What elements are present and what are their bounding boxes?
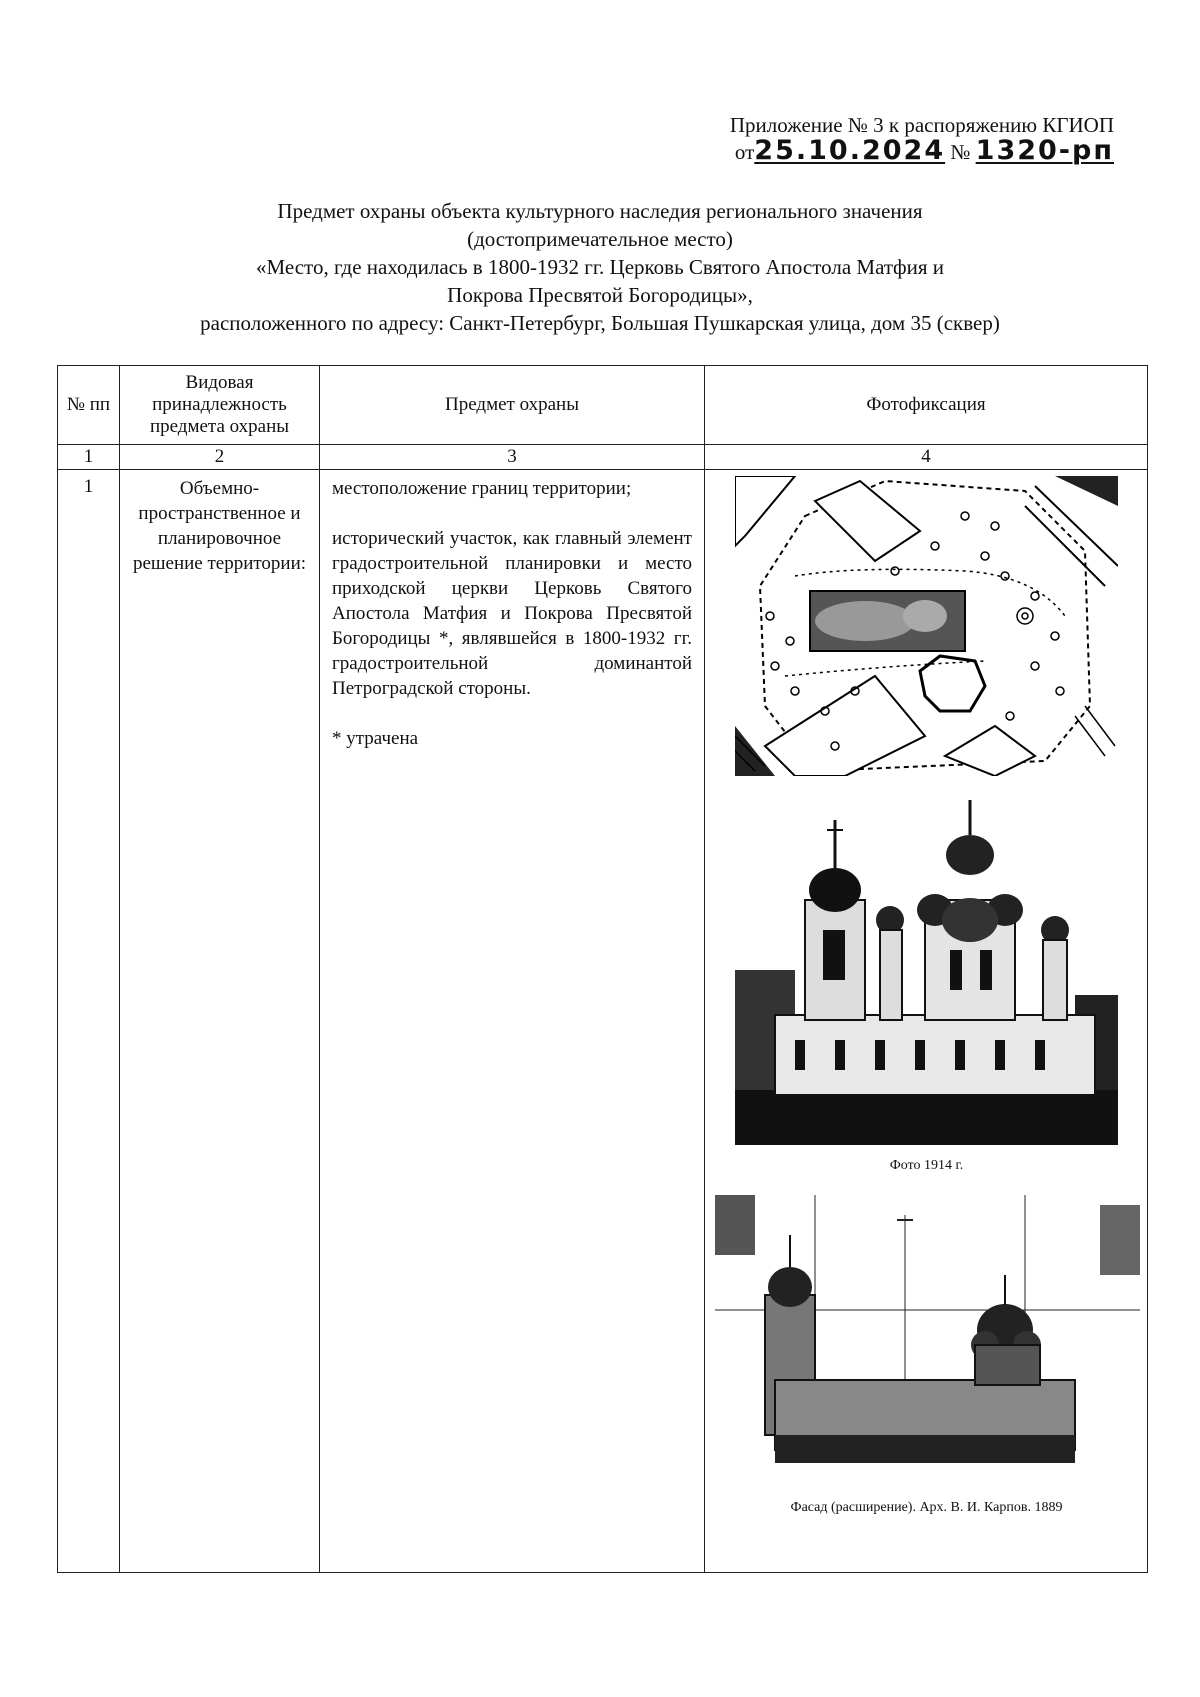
row-type: Объемно-пространственное и планировочное решение территории: [120,470,320,1573]
from-prefix: от [734,140,755,164]
site-plan-drawing [735,476,1118,776]
order-number: 1320-рп [975,135,1114,166]
row-number: 1 [58,470,120,1573]
table-row [58,470,1148,1573]
title-line-1: Предмет охраны объекта культурного наследия регионального значения [277,199,923,223]
column-number: 3 [320,445,705,470]
header-subject: Предмет охраны [320,366,705,445]
title-line-5: расположенного по адресу: Санкт-Петербург, Большая Пушкарская улица, дом 35 (сквер) [200,311,1000,335]
document-title [70,197,1130,337]
appendix-date-number [730,135,1114,166]
facade-drawing [715,1195,1140,1463]
protection-subject-table [57,365,1148,1573]
photo-caption-1914: Фото 1914 г. [889,1158,964,1173]
title-line-3: «Место, где находилась в 1800-1932 гг. Церковь Святого Апостола Матфия и [255,255,945,279]
row-subject [320,470,705,1573]
header-type: Видовая принадлежность предмета охраны [120,366,320,445]
appendix-header [730,112,1114,165]
title-line-4: Покрова Пресвятой Богородицы», [447,283,753,307]
subject-paragraph-2: исторический участок, как главный элемент градостроительной планировки и место приходской церкви Церковь Святого Апостола Матфия и Покрова Пресвятой Богородицы *, являвшейся в 1800-1932 гг. градостроительной доминантой Петроградской стороны. [332,528,692,699]
title-line-2: (достопримечательное место) [467,227,733,251]
church-photo-drawing [735,800,1118,1145]
subject-paragraph-1: местоположение границ территории; [332,478,632,499]
header-num: № пп [58,366,120,445]
column-number: 1 [58,445,120,470]
number-prefix: № [950,140,971,164]
church-facade-drawing [715,1195,1140,1463]
column-number: 4 [705,445,1148,470]
facade-caption: Фасад (расширение). Арх. В. И. Карпов. 1889 [790,1500,1063,1515]
header-photo: Фотофиксация [705,366,1148,445]
subject-footnote: * утрачена [332,728,419,749]
site-plan-map [735,476,1118,776]
appendix-title: Приложение № 3 к распоряжению КГИОП [729,113,1114,137]
order-date: 25.10.2024 [754,135,946,166]
column-number: 2 [120,445,320,470]
table-header-row [58,366,1148,445]
column-number-row [58,445,1148,470]
church-photo-1914 [735,800,1118,1145]
photo-cell [705,470,1148,1573]
